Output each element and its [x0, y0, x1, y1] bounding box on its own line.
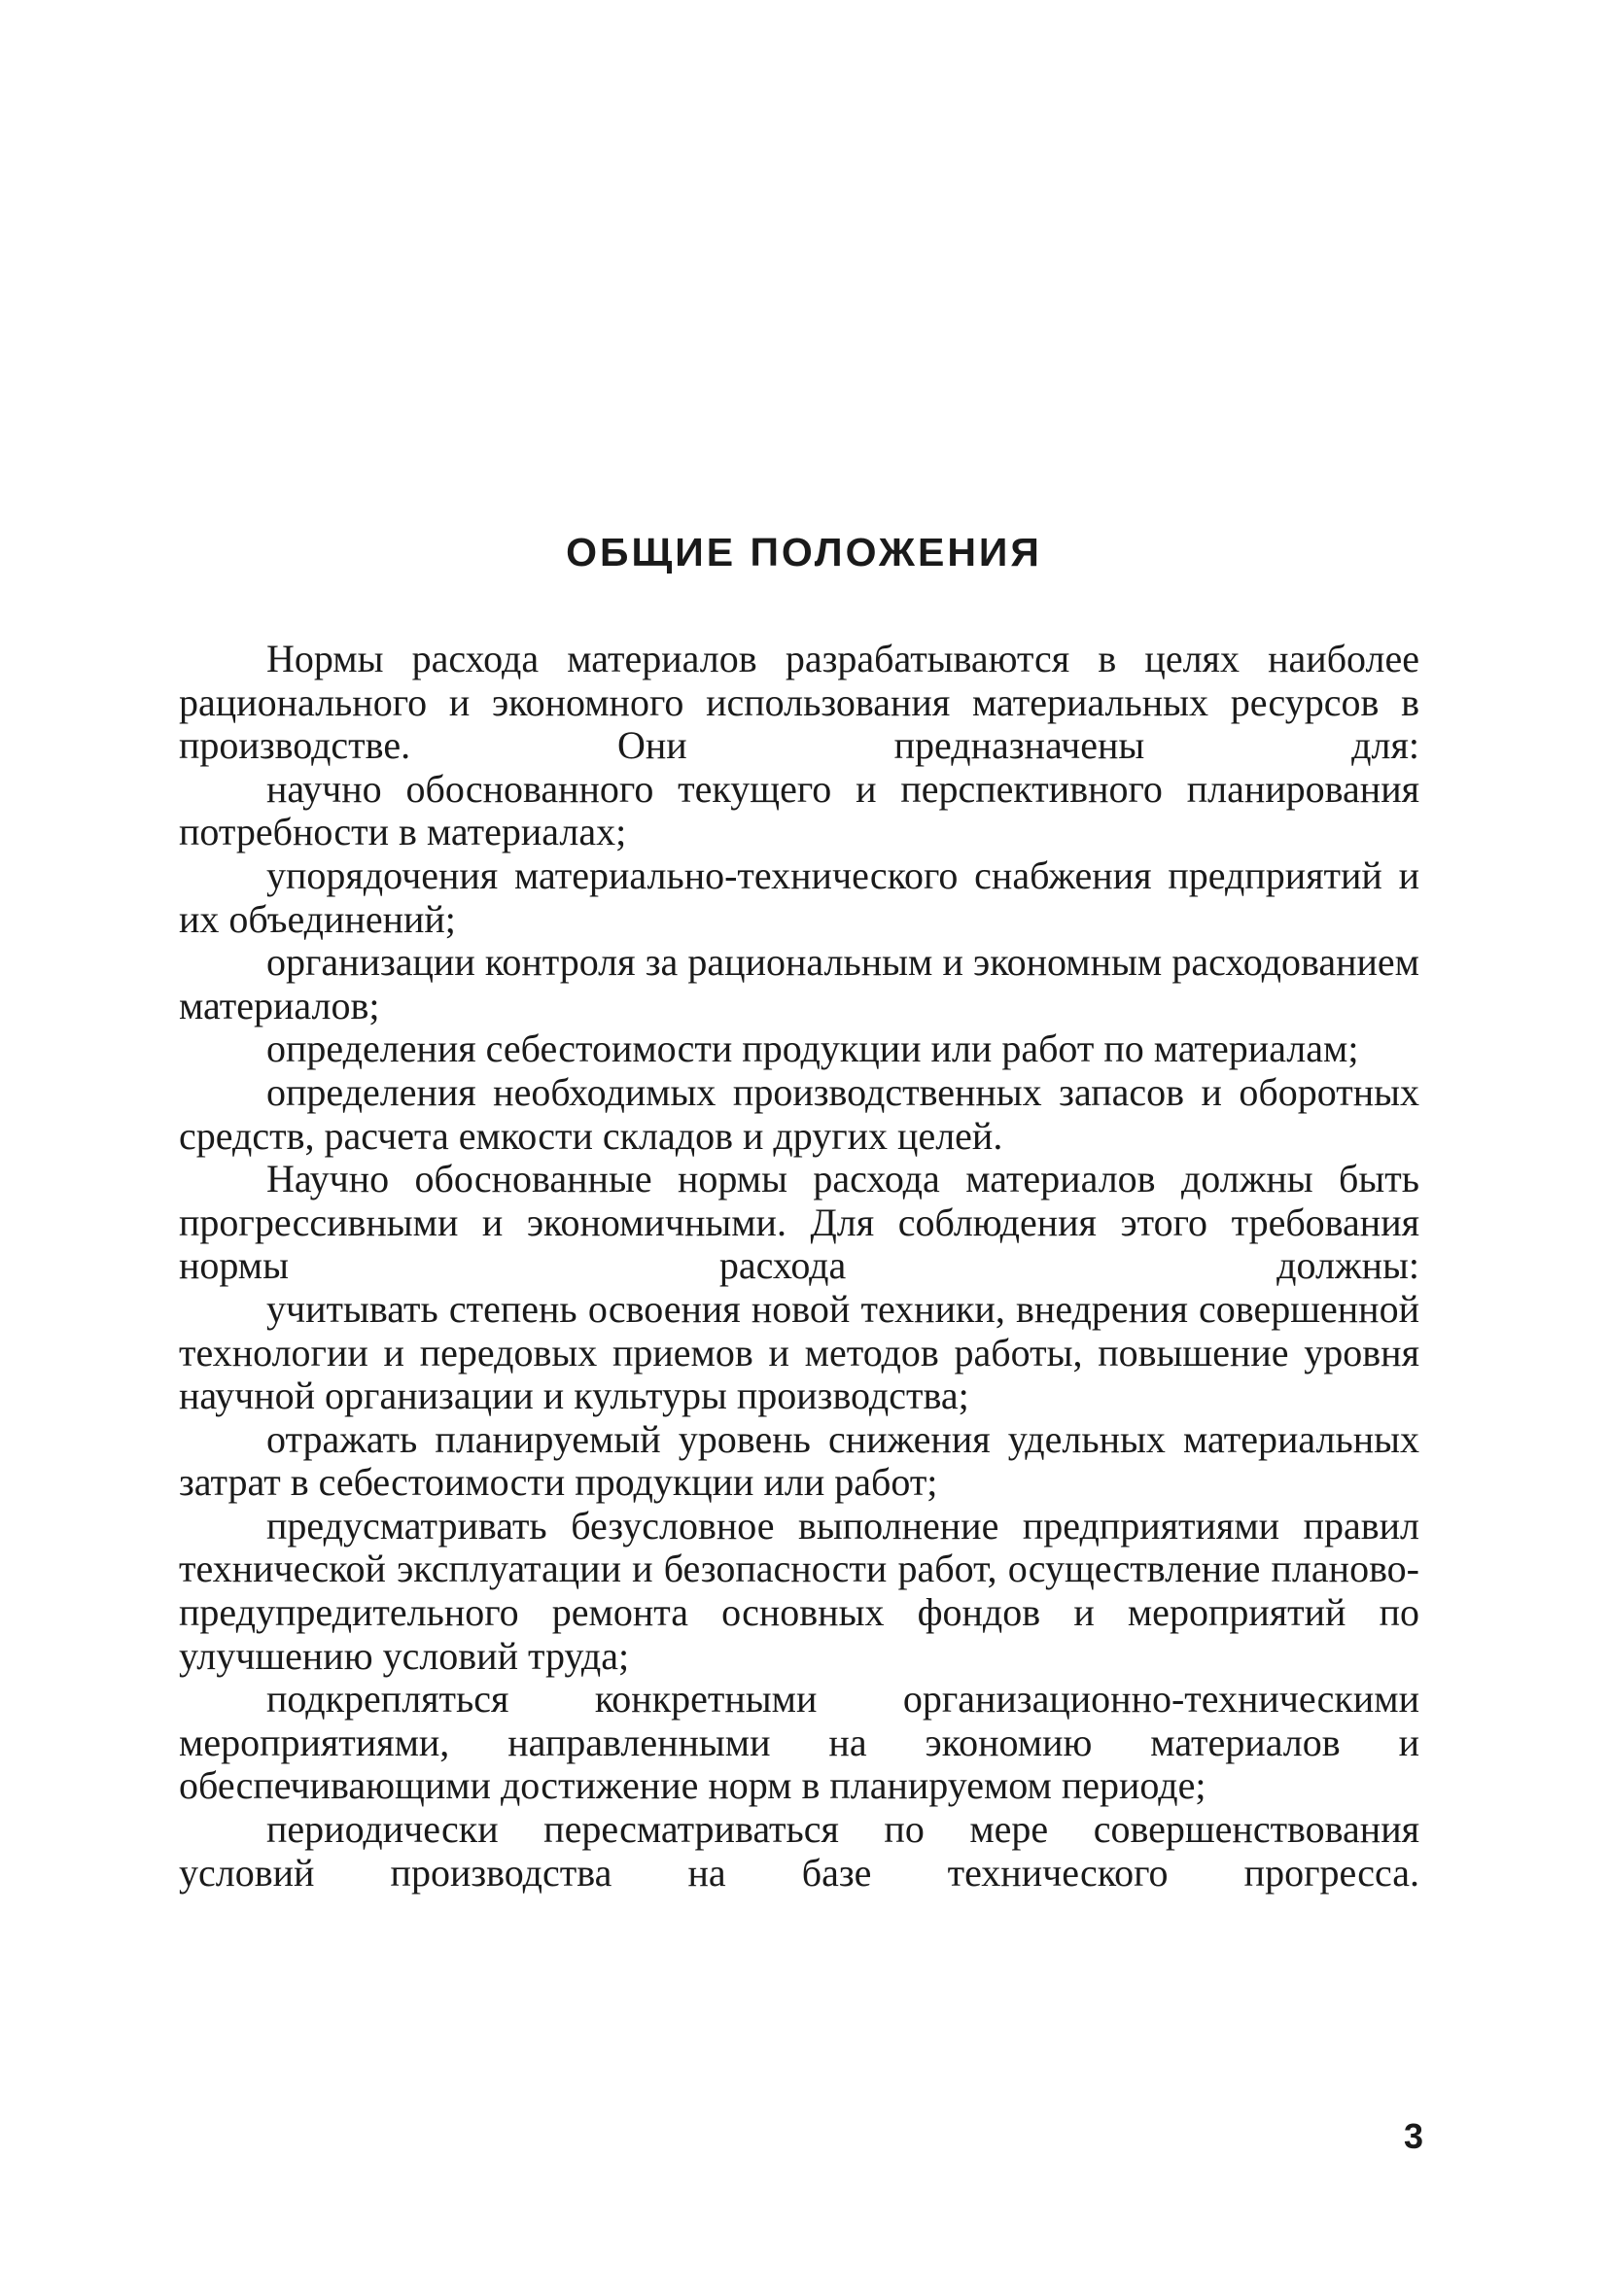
paragraph-item-measures: подкрепляться конкретными организационно-техническими мероприятиями, направленными на экономию материалов и обеспечивающими достижение норм в планируемом периоде;	[179, 1677, 1419, 1808]
paragraph-item-revision: периодически пересматриваться по мере совершенствования условий производства на базе технического прогресса.	[179, 1807, 1419, 1895]
paragraph-item-technology: учитывать степень освоения новой техники, внедрения совершенной технологии и передовых приемов и методов работы, повышение уровня научной организации и культуры производства;	[179, 1286, 1419, 1418]
paragraph-item-control: организации контроля за рациональным и экономным расходованием материалов;	[179, 940, 1419, 1027]
paragraph-item-supply: упорядочения материально-технического снабжения предприятий и их объединений;	[179, 852, 1419, 941]
body-text	[179, 638, 1419, 1895]
paragraph-item-stocks: определения необходимых производственных запасов и оборотных средств, расчета емкости складов и других целей.	[179, 1069, 1419, 1158]
paragraph-item-planning: научно обоснованного текущего и перспективного планирования потребности в материалах;	[179, 766, 1419, 854]
paragraph-item-costs-reduction: отражать планируемый уровень снижения удельных материальных затрат в себестоимости продукции или работ;	[179, 1416, 1419, 1505]
paragraph-item-cost: определения себестоимости продукции или работ по материалам;	[266, 1026, 1359, 1071]
section-heading: ОБЩИЕ ПОЛОЖЕНИЯ	[566, 530, 1042, 574]
paragraph-item-safety: предусматривать безусловное выполнение предприятиями правил технической эксплуатации и безопасности работ, осуществление планово-предупредительного ремонта основных фондов и мероприятий по улучшению условий труда;	[179, 1503, 1419, 1678]
paragraph-requirements: Научно обоснованные нормы расхода материалов должны быть прогрессивными и экономичными. Для соблюдения этого требования нормы расхода должны:	[179, 1157, 1419, 1288]
paragraph-intro: Нормы расхода материалов разрабатываются в целях наиболее рационального и экономного использования материальных ресурсов в производстве. Они предназначены для:	[179, 637, 1419, 768]
page-number: 3	[1403, 2116, 1423, 2156]
